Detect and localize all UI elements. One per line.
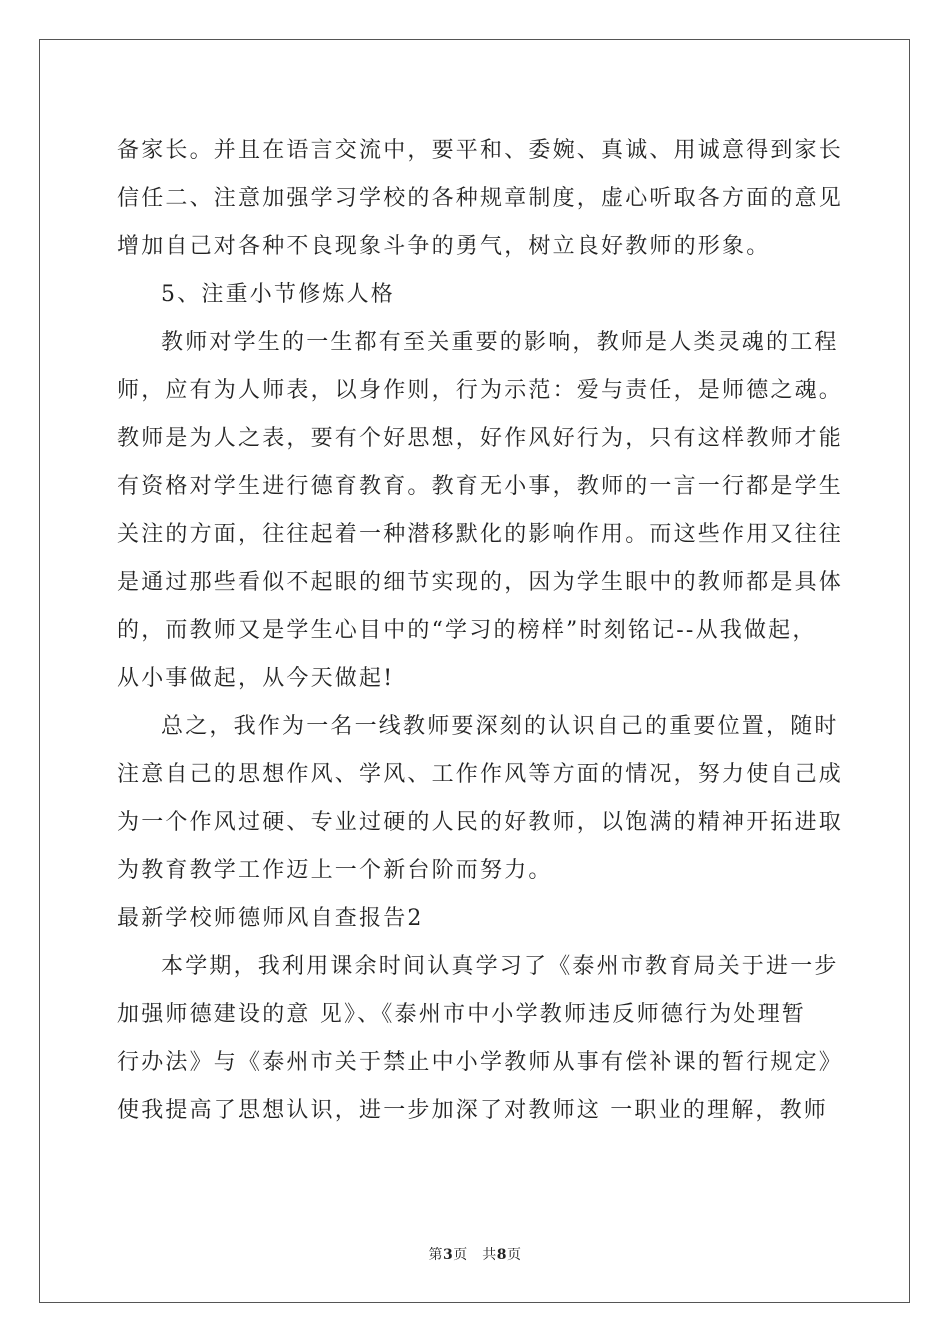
text-line: 师，应有为人师表，以身作则，行为示范：爱与责任，是师德之魂。 xyxy=(117,378,844,403)
section-heading: 5、注重小节修炼人格 xyxy=(161,282,395,307)
page-number-current: 3 xyxy=(443,1247,454,1263)
text-line: 增加自己对各种不良现象斗争的勇气，树立良好教师的形象。 xyxy=(117,234,771,259)
page-label-prefix: 第 xyxy=(428,1247,443,1263)
page-number-total: 8 xyxy=(496,1247,507,1263)
text-line: 的，而教师又是学生心目中的“学习的榜样”时刻铭记--从我做起， xyxy=(117,618,817,643)
page-label-suffix: 页 xyxy=(507,1247,522,1263)
text-line: 为教育教学工作迈上一个新台阶而努力。 xyxy=(117,858,553,883)
document-body xyxy=(117,127,844,1135)
text-line: 教师对学生的一生都有至关重要的影响，教师是人类灵魂的工程 xyxy=(161,330,839,355)
text-line: 有资格对学生进行德育教育。教育无小事，教师的一言一行都是学生 xyxy=(117,474,844,499)
text-line: 备家长。并且在语言交流中，要平和、委婉、真诚、用诚意得到家长 xyxy=(117,138,844,163)
text-line: 是通过那些看似不起眼的细节实现的，因为学生眼中的教师都是具体 xyxy=(117,570,844,595)
text-line: 关注的方面，往往起着一种潜移默化的影响作用。而这些作用又往往 xyxy=(117,522,844,547)
text-line: 信任二、注意加强学习学校的各种规章制度，虚心听取各方面的意见 xyxy=(117,186,844,211)
text-line: 为一个作风过硬、专业过硬的人民的好教师，以饱满的精神开拓进取 xyxy=(117,810,844,835)
text-line: 从小事做起，从今天做起! xyxy=(117,666,395,691)
page-footer xyxy=(0,1244,950,1264)
text-line: 注意自己的思想作风、学风、工作作风等方面的情况，努力使自己成 xyxy=(117,762,844,787)
page-label-mid: 页 共 xyxy=(453,1247,497,1263)
text-line: 使我提高了思想认识，进一步加深了对教师这 一职业的理解，教师 xyxy=(117,1098,828,1123)
text-line: 教师是为人之表，要有个好思想，好作风好行为，只有这样教师才能 xyxy=(117,426,844,451)
text-line: 行办法》与《泰州市关于禁止中小学教师从事有偿补课的暂行规定》 xyxy=(117,1050,844,1075)
text-line: 本学期，我利用课余时间认真学习了《泰州市教育局关于进一步 xyxy=(161,954,839,979)
report-title: 最新学校师德师风自查报告2 xyxy=(117,906,424,931)
text-line: 总之，我作为一名一线教师要深刻的认识自己的重要位置，随时 xyxy=(161,714,839,739)
text-line: 加强师德建设的意 见》、《泰州市中小学教师违反师德行为处理暂 xyxy=(117,1002,806,1027)
